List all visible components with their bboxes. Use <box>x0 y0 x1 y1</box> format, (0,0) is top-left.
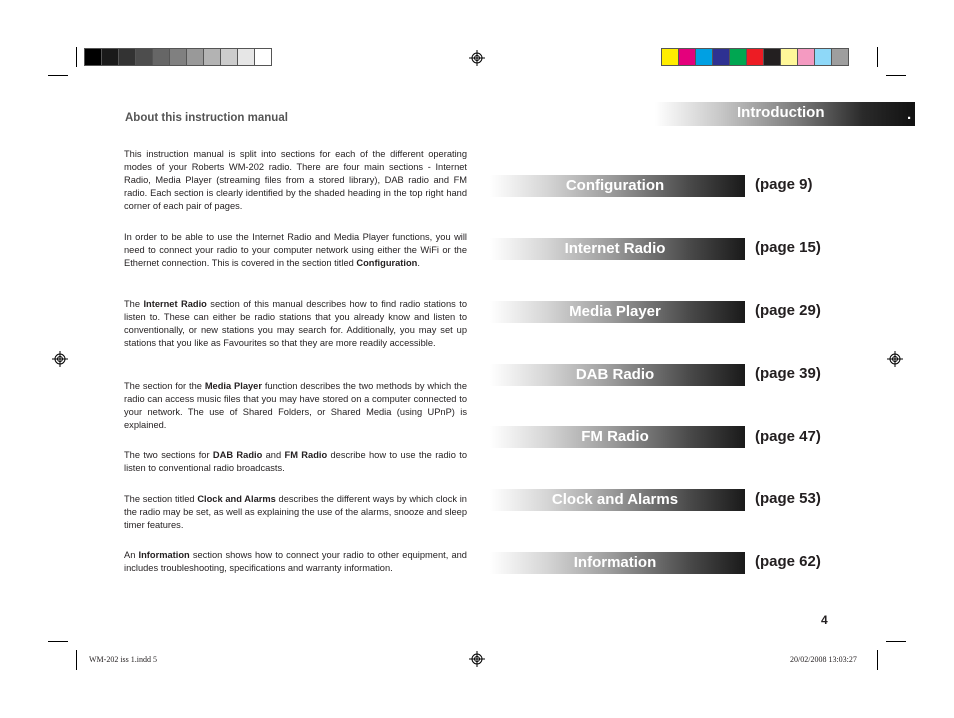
slug-timestamp: 20/02/2008 13:03:27 <box>790 655 857 664</box>
grayscale-color-bar <box>84 48 271 66</box>
gray-swatch <box>152 48 170 66</box>
section-page-information: (page 62) <box>755 553 821 570</box>
section-label-internet-radio: Internet Radio <box>564 240 666 257</box>
paragraph-overview: This instruction manual is split into sections for each of the different operating modes of your Roberts WM-202 radio. There are four main sections - Internet Radio, Media Player (streaming files from a stored library), DAB radio and FM radio. Each section is clearly identified by the shaded heading in the top right hand corner of each pair of pages. <box>124 149 467 211</box>
paragraph-information: An Information section shows how to connect your radio to other equipment, and includes troubleshooting, specifications and warranty information. <box>124 550 467 573</box>
crop-mark <box>76 650 77 670</box>
emphasis-configuration: Configuration <box>356 258 418 268</box>
color-swatch <box>746 48 764 66</box>
slug-file-name: WM-202 iss 1.indd 5 <box>89 655 157 664</box>
gray-swatch <box>135 48 153 66</box>
process-color-bar <box>661 48 848 66</box>
emphasis-information: Information <box>138 550 190 560</box>
gray-swatch <box>101 48 119 66</box>
emphasis-internet-radio: Internet Radio <box>143 299 207 309</box>
registration-mark-icon <box>887 351 903 367</box>
section-page-internet-radio: (page 15) <box>755 239 821 256</box>
color-swatch <box>661 48 679 66</box>
paragraph-configuration: In order to be able to use the Internet Radio and Media Player functions, you will need to connect your radio to your computer network using either the WiFi or the Ethernet connection. This is covered in the section titled Configuration. <box>124 232 467 268</box>
page-number: 4 <box>821 613 828 627</box>
section-page-media-player: (page 29) <box>755 302 821 319</box>
section-header-dot: . <box>907 106 912 123</box>
section-label-fm-radio: FM Radio <box>581 428 649 445</box>
section-page-clock-alarms: (page 53) <box>755 490 821 507</box>
section-page-configuration: (page 9) <box>755 176 813 193</box>
paragraph-clock-alarms: The section titled Clock and Alarms describes the different ways by which clock in the radio may be set, as well as explaining the use of the alarms, snooze and sleep timer features. <box>124 494 467 530</box>
color-swatch <box>780 48 798 66</box>
page-heading: About this instruction manual <box>125 112 288 124</box>
gray-swatch <box>186 48 204 66</box>
gray-swatch <box>203 48 221 66</box>
emphasis-media-player: Media Player <box>204 381 262 391</box>
section-label-clock-alarms: Clock and Alarms <box>551 491 679 508</box>
crop-mark <box>877 47 878 67</box>
paragraph-media-player: The section for the Media Player function describes the two methods by which the radio can access music files that you may have stored on a computer connected to your network. The use of Shared Folders, or Shared Media (using UPnP) is explained. <box>124 381 467 430</box>
gray-swatch <box>237 48 255 66</box>
color-swatch <box>763 48 781 66</box>
crop-mark <box>886 641 906 642</box>
section-label-configuration: Configuration <box>565 177 665 194</box>
registration-mark-icon <box>469 651 485 667</box>
color-swatch <box>814 48 832 66</box>
crop-mark <box>76 47 77 67</box>
registration-mark-icon <box>469 50 485 66</box>
crop-mark <box>48 641 68 642</box>
gray-swatch <box>220 48 238 66</box>
color-swatch <box>712 48 730 66</box>
color-swatch <box>797 48 815 66</box>
crop-mark <box>877 650 878 670</box>
emphasis-dab-radio: DAB Radio <box>212 450 263 460</box>
crop-mark <box>886 75 906 76</box>
color-swatch <box>729 48 747 66</box>
crop-mark <box>48 75 68 76</box>
registration-mark-icon <box>52 351 68 367</box>
gray-swatch <box>169 48 187 66</box>
color-swatch <box>678 48 696 66</box>
section-label-information: Information <box>573 554 657 571</box>
emphasis-clock-alarms: Clock and Alarms <box>197 494 276 504</box>
color-swatch <box>695 48 713 66</box>
paragraph-dab-fm: The two sections for DAB Radio and FM Radio describe how to use the radio to listen to conventional radio broadcasts. <box>124 450 467 473</box>
section-page-fm-radio: (page 47) <box>755 428 821 445</box>
emphasis-fm-radio: FM Radio <box>284 450 328 460</box>
color-swatch <box>831 48 849 66</box>
section-page-dab-radio: (page 39) <box>755 365 821 382</box>
section-header-label: Introduction <box>737 104 825 121</box>
section-label-dab-radio: DAB Radio <box>575 366 655 383</box>
gray-swatch <box>254 48 272 66</box>
paragraph-internet-radio: The Internet Radio section of this manual describes how to find radio stations to listen to. These can either be radio stations that you already know and listen to conventionally, or new stations you may search for. Additionally, you may set up stations that you like as Favourites so that they are more readily accessible. <box>124 299 467 348</box>
gray-swatch <box>118 48 136 66</box>
section-label-media-player: Media Player <box>569 303 661 320</box>
gray-swatch <box>84 48 102 66</box>
